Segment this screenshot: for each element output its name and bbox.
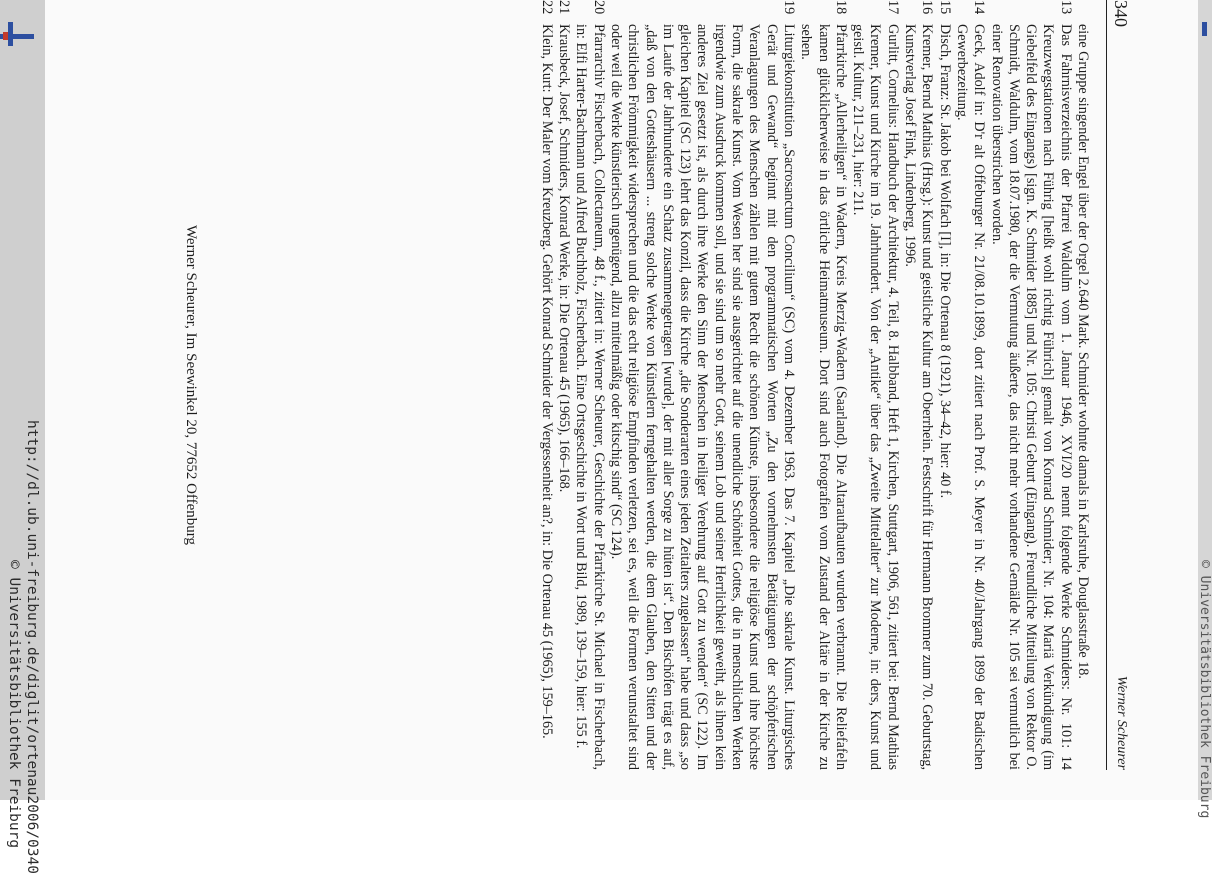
endnote-number: 14	[971, 0, 988, 15]
endnote-text: Das Fahrnisverzeichnis der Pfarrei Waldulm vom 1. Januar 1946, XVI/20 nennt folgende Werke Schmiders: Nr. 101: 14 Kreuzwegstationen nach Führig [heißt wohl richtig Führich] gemalt von Konrad Schmider; Nr. 104: Mariä Verkündigung (im Giebelfeld des Eingangs) [sign. K. Schmider 1885] und Nr. 105: Christi Geburt (Eingang). Freundliche Mitteilung von Rektor O. Schmidt, Waldulm, vom 18.07.1980, der die Vermutung äußerte, das nicht mehr vorhandene Gemälde Nr. 105 sei vermutlich bei einer Renovation überstrichen worden.	[988, 24, 1074, 770]
endnote-text: Liturgiekonstitution „Sacrosanctum Concilium“ (SC) vom 4. Dezember 1963. Das 7. Kapitel „Die sakrale Kunst. Liturgisches Gerät und Gewand“ beginnt mit den programmatischen Worten „Zu den vornehmsten Betätigungen der schöpferischen Veranlagungen des Menschen zählen mit gutem Recht die schönen Künste, insbesondere die religiöse Kunst und ihre höchste Form, die sakrale Kunst. Vom Wesen her sind sie ausgerichtet auf die unendliche Schönheit Gottes, die in menschlichen Werken irgendwie zum Ausdruck kommen soll, und sie sind um so mehr Gott, seinem Lob und seiner Herrlichkeit geweiht, als ihnen kein anderes Ziel gesetzt ist, als durch ihre Werke den Sinn der Menschen in heiliger Verehrung auf Gott zu wenden“ (SC 122). Im gleichen Kapitel (SC 123) lehrt das Konzil, dass die Kirche „die Sonderarten eines jeden Zeitalters zugelassen“ habe und dass „so im Laufe der Jahrhunderte ein Schatz zusammengetragen [wurde], der mit aller Sorge zu hüten ist“. Den Bischöfen trägt es auf, „daß von den Gotteshäusern ... streng solche Werke von Künstlern ferngehalten werden, die dem Glauben, den Sitten und der christlichen Frömmigkeit widersprechen und die das echt religiöse Empfinden verletzen, sei es, weil die Formen verunstaltet sind oder weil die Werke künstlerisch ungenügend, allzu mittelmäßig oder kitschig sind“ (SC 124).	[607, 24, 797, 770]
author-address: Werner Scheurer, Im Seewinkel 20, 77652 Offenburg	[183, 224, 199, 546]
endnote-text: Gurlitt, Cornelius: Handbuch der Architektur, 4. Teil, 8. Halbband, Heft 1, Kirchen, Stuttgart, 1906, 561, zitiert bei: Bernd Mathias Kremer, Kunst und Kirche im 19. Jahrhundert. Von der „Antike“ über das „Zweite Mittelalter“ zur Moderne, in: ders, Kunst und geistl. Kultur, 211–231, hier: 211.	[850, 24, 901, 770]
endnote-text: Pfarrkirche „Allerheiligen“ in Wadern, Kreis Merzig-Wadern (Saarland). Die Altaraufbauten wurden verbrannt. Die Reliefafeln kamen glücklicherweise in das örtliche Heimatmuseum. Dort sind auch Fotografien vom Zustand der Altäre in der Kirche zu sehen.	[798, 24, 849, 770]
page-content	[117, 0, 1137, 770]
endnote	[901, 0, 936, 770]
endnote-number: 15	[936, 0, 953, 15]
endnote-number: 19	[780, 0, 797, 15]
copyright-notice-right: © Universitätsbibliothek Freiburg	[1197, 560, 1212, 819]
page-number: 340	[1111, 0, 1131, 27]
endnote	[607, 0, 797, 770]
endnote-text: Pfarrarchiv Fischerbach, Collectaneum, 48 f., zitiert in: Werner Scheurer, Geschichte der Pfarrkirche St. Michael in Fischerbach, in: Elfi Harter-Bachmann und Alfred Buchholz, Fischerbach. Eine Ortsgeschichte in Wort und Bild, 1989, 139–159, hier: 155 f.	[573, 24, 607, 770]
copyright-notice: © Universitätsbibliothek Freiburg	[6, 560, 22, 849]
endnotes	[538, 0, 1092, 770]
endnote-text: Klein, Kurt: Der Maler vom Kreuzberg. Gehört Konrad Schmider der Vergessenheit an?, in: Die Ortenau 45 (1965), 159–165.	[538, 24, 555, 739]
running-head: Werner Scheurer	[1114, 675, 1129, 770]
endnote	[555, 0, 572, 770]
endnote-text: Krausbeck, Josef, Schmiders, Konrad Werke, in: Die Ortenau 45 (1965), 166–168.	[556, 24, 573, 493]
endnote	[849, 0, 901, 770]
endnote	[953, 0, 988, 770]
endnote-number: 22	[538, 0, 555, 15]
endnote-number: 13	[1057, 0, 1074, 15]
viewer-mark	[3, 32, 8, 40]
viewer-mark	[8, 22, 13, 46]
endnote-text: Geck, Adolf in: D'r alt Offeburger Nr. 21/08.10.1899, dort zitiert nach Prof. S. Meyer in Nr. 40/Jahrgang 1899 der Badischen Gewerbezeitung.	[953, 24, 988, 770]
endnote	[538, 0, 555, 770]
endnote	[572, 0, 607, 770]
endnote	[987, 0, 1073, 770]
endnote	[935, 0, 952, 770]
endnote	[797, 0, 849, 770]
endnote-number: 20	[590, 0, 607, 15]
endnote-number: 16	[919, 0, 936, 15]
endnote	[1074, 0, 1091, 770]
endnote-number: 18	[832, 0, 849, 15]
endnote-number: 17	[884, 0, 901, 15]
endnote-text: Kremer, Bernd Mathias (Hrsg.): Kunst und geistliche Kultur am Oberrhein. Festschrift für Hermann Brommer zum 70. Geburtstag, Kunstverlag Josef Fink, Lindenberg, 1996.	[902, 24, 936, 770]
endnote-text: eine Gruppe singender Engel über der Orgel 2.640 Mark. Schmider wohnte damals in Karlsruhe, Douglasstraße 18.	[1075, 24, 1091, 679]
viewer-mark	[1202, 22, 1207, 36]
source-url[interactable]: http://dl.ub.uni-freiburg.de/diglit/ortenau2006/0340	[24, 420, 40, 874]
page-header	[1106, 0, 1137, 770]
endnote-number: 21	[556, 0, 573, 15]
endnote-text: Disch, Franz: St. Jakob bei Wolfach [I], in: Die Ortenau 8 (1921), 34–42, hier: 40 f.	[936, 24, 953, 499]
